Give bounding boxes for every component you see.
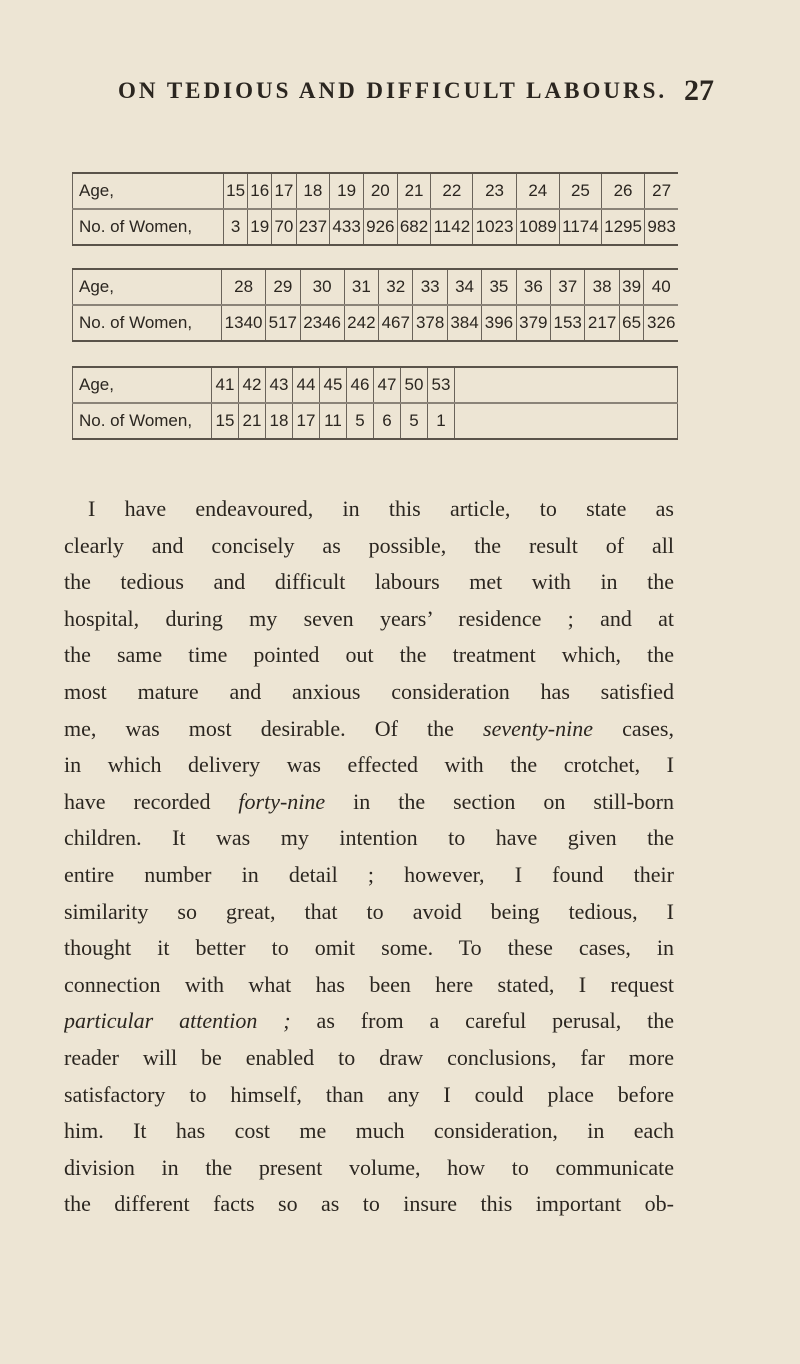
age-cell: 23 xyxy=(473,173,516,209)
age-table-3 xyxy=(72,366,678,440)
age-cell: 22 xyxy=(431,173,473,209)
text-line: entire number in detail ; however, I found their xyxy=(64,861,674,887)
age-cell: 25 xyxy=(559,173,601,209)
age-cell: 43 xyxy=(266,367,293,403)
row-label-women: No. of Women, xyxy=(73,305,222,341)
women-cell: 19 xyxy=(248,209,272,245)
women-row xyxy=(73,209,679,245)
women-cell: 1142 xyxy=(431,209,473,245)
text-line: children. It was my intention to have given the xyxy=(64,825,674,851)
women-cell: 926 xyxy=(363,209,397,245)
age-cell: 40 xyxy=(644,269,678,305)
women-cell: 5 xyxy=(347,403,374,439)
women-cell: 517 xyxy=(266,305,300,341)
text-line: thought it better to omit some. To these cases, in xyxy=(64,935,674,961)
women-cell: 242 xyxy=(344,305,378,341)
text-line: the different facts so as to insure this important ob- xyxy=(64,1191,674,1217)
age-cell: 42 xyxy=(239,367,266,403)
women-cell: 983 xyxy=(645,209,678,245)
age-cell: 47 xyxy=(374,367,401,403)
age-table-2 xyxy=(72,268,678,342)
women-cell: 70 xyxy=(272,209,296,245)
text-line: particular attention ; as from a careful perusal, the xyxy=(64,1008,674,1034)
women-cell: 1023 xyxy=(473,209,516,245)
text-line: similarity so great, that to avoid being tedious, I xyxy=(64,898,674,924)
age-cell: 46 xyxy=(347,367,374,403)
women-cell: 1340 xyxy=(222,305,266,341)
women-cell: 5 xyxy=(401,403,428,439)
women-cell: 15 xyxy=(212,403,239,439)
women-cell: 17 xyxy=(293,403,320,439)
text-line: have recorded forty-nine in the section on still-born xyxy=(64,788,674,814)
text-line: the tedious and difficult labours met with in the xyxy=(64,569,674,595)
age-cell: 33 xyxy=(413,269,447,305)
women-cell: 1295 xyxy=(601,209,644,245)
running-head xyxy=(0,74,800,118)
text-line: reader will be enabled to draw conclusions, far more xyxy=(64,1044,674,1070)
age-cell: 36 xyxy=(516,269,550,305)
age-cell: 44 xyxy=(293,367,320,403)
age-cell: 50 xyxy=(401,367,428,403)
women-cell: 378 xyxy=(413,305,447,341)
text-line: connection with what has been here stated, I request xyxy=(64,971,674,997)
age-cell: 27 xyxy=(645,173,678,209)
women-cell: 1 xyxy=(428,403,455,439)
women-cell: 18 xyxy=(266,403,293,439)
text-line: most mature and anxious consideration has satisfied xyxy=(64,678,674,704)
women-cell: 1174 xyxy=(559,209,601,245)
age-cell: 20 xyxy=(363,173,397,209)
age-cell: 29 xyxy=(266,269,300,305)
women-cell: 467 xyxy=(379,305,413,341)
age-cell: 16 xyxy=(248,173,272,209)
age-cell: 32 xyxy=(379,269,413,305)
age-row xyxy=(73,367,678,403)
text-line: I have endeavoured, in this article, to state as xyxy=(88,496,674,521)
age-cell: 35 xyxy=(482,269,516,305)
women-cell: 21 xyxy=(239,403,266,439)
women-cell: 6 xyxy=(374,403,401,439)
text-line: the same time pointed out the treatment which, the xyxy=(64,642,674,668)
running-head-title: ON TEDIOUS AND DIFFICULT LABOURS. xyxy=(118,78,668,103)
age-row xyxy=(73,269,679,305)
row-label-women: No. of Women, xyxy=(73,403,212,439)
row-label-women: No. of Women, xyxy=(73,209,224,245)
age-cell: 39 xyxy=(619,269,644,305)
text-line: division in the present volume, how to communicate xyxy=(64,1154,674,1180)
women-cell: 433 xyxy=(330,209,364,245)
row-label-age: Age, xyxy=(73,269,222,305)
women-cell: 682 xyxy=(397,209,431,245)
text-line: him. It has cost me much consideration, in each xyxy=(64,1118,674,1144)
age-cell: 15 xyxy=(224,173,248,209)
age-cell: 17 xyxy=(272,173,296,209)
age-cell: 53 xyxy=(428,367,455,403)
women-cell: 384 xyxy=(447,305,481,341)
age-cell: 41 xyxy=(212,367,239,403)
age-cell: 45 xyxy=(320,367,347,403)
body-paragraph xyxy=(64,491,674,1223)
age-cell: 37 xyxy=(551,269,585,305)
age-cell: 19 xyxy=(330,173,364,209)
empty-cell xyxy=(455,403,678,439)
row-label-age: Age, xyxy=(73,367,212,403)
age-cell: 34 xyxy=(447,269,481,305)
women-cell: 1089 xyxy=(516,209,559,245)
women-cell: 217 xyxy=(585,305,619,341)
women-cell: 396 xyxy=(482,305,516,341)
page-number: 27 xyxy=(684,74,714,107)
women-cell: 65 xyxy=(619,305,644,341)
text-line: satisfactory to himself, than any I could place before xyxy=(64,1081,674,1107)
age-cell: 28 xyxy=(222,269,266,305)
age-cell: 26 xyxy=(601,173,644,209)
age-row xyxy=(73,173,679,209)
age-cell: 21 xyxy=(397,173,431,209)
text-line: hospital, during my seven years’ residence ; and at xyxy=(64,605,674,631)
row-label-age: Age, xyxy=(73,173,224,209)
age-cell: 18 xyxy=(296,173,330,209)
women-cell: 11 xyxy=(320,403,347,439)
women-cell: 326 xyxy=(644,305,678,341)
women-row xyxy=(73,403,678,439)
women-cell: 3 xyxy=(224,209,248,245)
women-cell: 379 xyxy=(516,305,550,341)
age-cell: 31 xyxy=(344,269,378,305)
women-row xyxy=(73,305,679,341)
women-cell: 153 xyxy=(551,305,585,341)
age-cell: 30 xyxy=(300,269,344,305)
age-cell: 38 xyxy=(585,269,619,305)
age-table-1 xyxy=(72,172,678,246)
text-line: in which delivery was effected with the crotchet, I xyxy=(64,752,674,778)
text-line: me, was most desirable. Of the seventy-nine cases, xyxy=(64,715,674,741)
text-line: clearly and concisely as possible, the result of all xyxy=(64,532,674,558)
women-cell: 237 xyxy=(296,209,330,245)
empty-cell xyxy=(455,367,678,403)
women-cell: 2346 xyxy=(300,305,344,341)
age-cell: 24 xyxy=(516,173,559,209)
